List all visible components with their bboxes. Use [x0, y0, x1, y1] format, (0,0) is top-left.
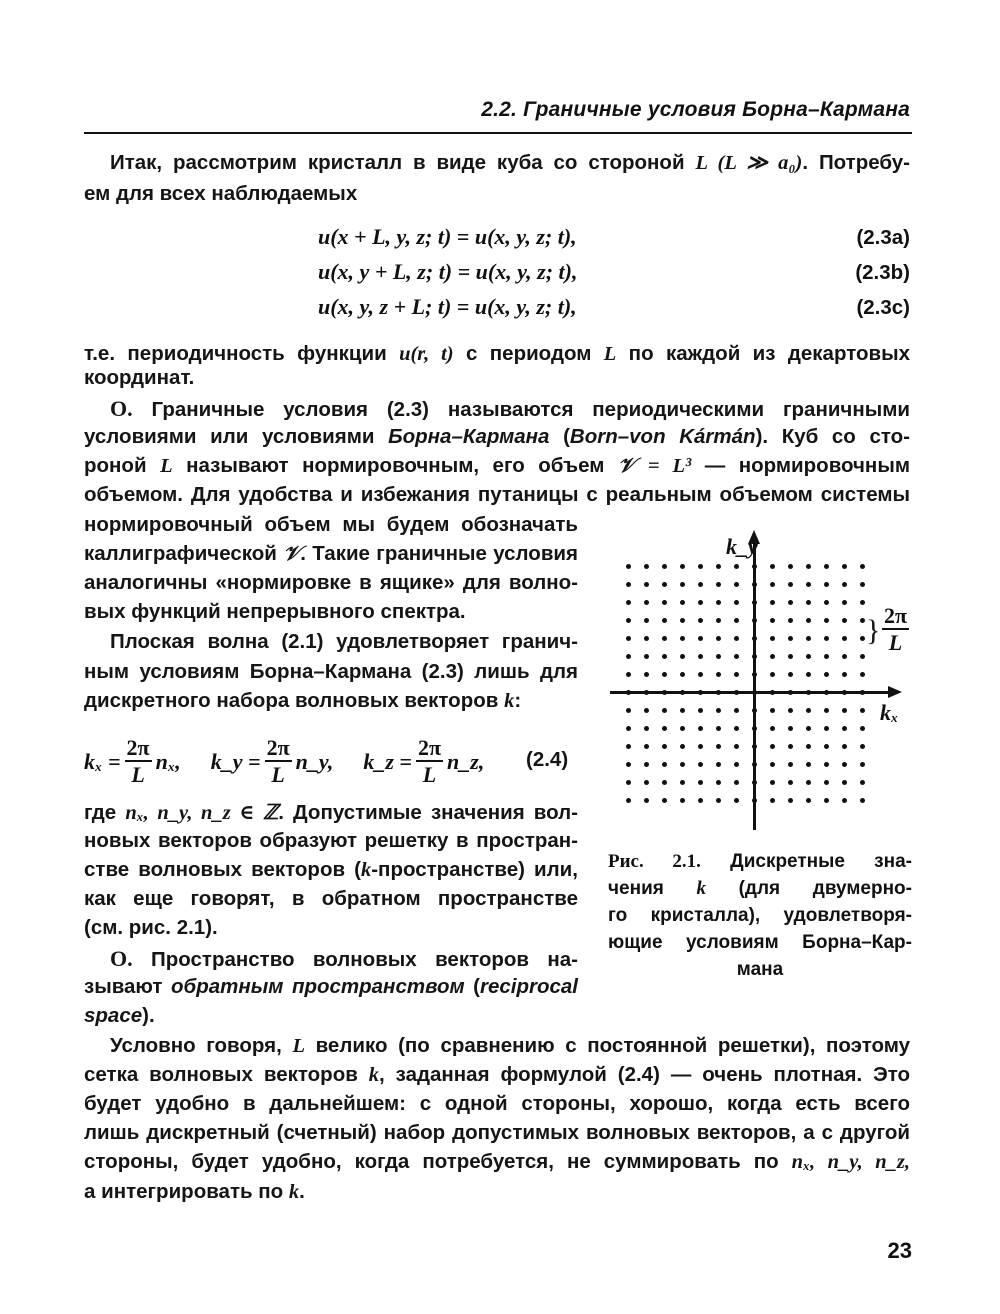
lattice-dot	[644, 564, 649, 569]
text: Граничные условия (2.3) называются периодическими граничными	[132, 398, 910, 421]
lattice-dot	[788, 744, 793, 749]
equation-2-3a: u(x + L, y, z; t) = u(x, y, z; t),	[318, 224, 577, 249]
lattice-dot	[698, 672, 703, 677]
lattice-dot	[698, 798, 703, 803]
text: велико (по сравнению с постоянной решетки), поэтому	[304, 1034, 911, 1057]
lattice-dot	[734, 744, 739, 749]
lattice-dot	[842, 564, 847, 569]
paragraph-1-line-2: ем для всех наблюдаемых	[84, 182, 358, 205]
lattice-dot	[626, 654, 631, 659]
paragraph-2-line-2: координат.	[84, 366, 195, 389]
brace-icon: }	[866, 614, 881, 647]
lattice-dot	[770, 618, 775, 623]
lattice-dot	[734, 780, 739, 785]
text: стве волновых векторов (	[84, 858, 361, 881]
lattice-dot	[806, 618, 811, 623]
lattice-dot	[644, 708, 649, 713]
lattice-dot	[662, 726, 667, 731]
text: ). Куб со сто-	[755, 425, 910, 448]
lattice-dot	[662, 636, 667, 641]
math-inline: nₓ, n_y, n_z ∈ ℤ	[125, 802, 279, 824]
text: дискретного набора волновых векторов	[84, 689, 505, 712]
definition-1-line-6	[84, 542, 578, 566]
lattice-dot	[698, 582, 703, 587]
lattice-dot	[644, 636, 649, 641]
lattice-dot	[806, 654, 811, 659]
lattice-dot	[806, 780, 811, 785]
text: — нормировочным	[691, 454, 910, 477]
lattice-dot	[824, 600, 829, 605]
lattice-dot	[716, 582, 721, 587]
lattice-dot	[806, 726, 811, 731]
paragraph-3-line-3	[84, 689, 521, 713]
equation-number-2-4: (2.4)	[526, 748, 569, 771]
lattice-dot	[662, 798, 667, 803]
lattice-dot	[824, 708, 829, 713]
lattice-dot	[788, 654, 793, 659]
caption-line-4: ющие условиям Борна–Кар-	[608, 932, 912, 953]
lattice-dot	[842, 672, 847, 677]
term-italic: Борна–Кармана	[388, 425, 550, 448]
lattice-dot	[824, 582, 829, 587]
lattice-dot	[806, 708, 811, 713]
lattice-dot	[644, 654, 649, 659]
lattice-dot	[842, 618, 847, 623]
fraction-2pi-over-L: $\frac{2\pi}{L}$	[126, 735, 150, 787]
text: Условно говоря,	[110, 1034, 293, 1057]
lattice-dot	[770, 654, 775, 659]
lattice-dot	[644, 762, 649, 767]
lattice-dot	[788, 636, 793, 641]
lattice-dot	[770, 762, 775, 767]
lattice-dot	[662, 600, 667, 605]
lattice-dot	[626, 672, 631, 677]
paragraph-3-line-2: ным условиям Борна–Кармана (2.3) лишь для	[84, 660, 578, 683]
lattice-dot	[770, 780, 775, 785]
text: .	[299, 1180, 305, 1203]
page-number: 23	[887, 1238, 912, 1263]
lattice-dot	[842, 726, 847, 731]
caption-line-1: Рис. 2.1. Дискретные зна-	[608, 851, 912, 872]
kx-axis	[610, 691, 890, 694]
definition-1-line-3	[84, 454, 910, 478]
lattice-dot	[824, 798, 829, 803]
lattice-dot	[716, 654, 721, 659]
text: Пространство волновых векторов на-	[132, 948, 578, 971]
lattice-dot	[716, 564, 721, 569]
lattice-dot	[842, 600, 847, 605]
eq-ky: k_y =	[210, 749, 261, 774]
eq-ny: n_y,	[295, 749, 334, 774]
lattice-dot	[716, 762, 721, 767]
lattice-dot	[662, 582, 667, 587]
definition-1-line-8: вых функций непрерывного спектра.	[84, 600, 466, 623]
paragraph-1-line-1	[110, 150, 910, 175]
lattice-dot	[824, 618, 829, 623]
lattice-dot	[644, 726, 649, 731]
lattice-dot	[824, 744, 829, 749]
lattice-dot	[680, 672, 685, 677]
lattice-dot	[788, 708, 793, 713]
caption-label: Рис. 2.1.	[608, 851, 701, 872]
lattice-dot	[626, 762, 631, 767]
definition-1-line-7: аналогичны «нормировке в ящике» для волно-	[84, 571, 578, 594]
paragraph-5-line-2	[84, 1063, 910, 1087]
text: стороны, будет удобно, когда потребуется, не суммировать по	[84, 1150, 792, 1173]
math-inline: L	[292, 1035, 305, 1057]
lattice-dot	[680, 726, 685, 731]
text: (	[549, 425, 570, 448]
equation-number-2-3b: (2.3b)	[855, 261, 910, 284]
lattice-dot	[644, 582, 649, 587]
lattice-dot	[824, 780, 829, 785]
math-vector-k: k	[368, 1064, 380, 1086]
lattice-dot	[842, 708, 847, 713]
lattice-dot	[698, 654, 703, 659]
lattice-dot	[734, 636, 739, 641]
lattice-dot	[806, 744, 811, 749]
paragraph-2-line-1	[84, 342, 910, 366]
lattice-dot	[860, 708, 865, 713]
lattice-dot	[662, 564, 667, 569]
lattice-dot	[788, 762, 793, 767]
text: (	[464, 975, 480, 998]
lattice-dot	[734, 654, 739, 659]
text: сетка волновых векторов	[84, 1063, 369, 1086]
math-inline: nₓ, n_y, n_z,	[791, 1151, 910, 1173]
lattice-dot	[662, 762, 667, 767]
lattice-dot	[860, 600, 865, 605]
definition-1-line-4: объемом. Для удобства и избежания путаницы с реальным объемом системы	[84, 483, 910, 506]
fraction-2pi-over-L: $\frac{2\pi}{L}$	[417, 735, 442, 787]
text: . Такие граничные условия	[300, 542, 578, 565]
lattice-dot	[716, 636, 721, 641]
lattice-dot	[788, 798, 793, 803]
lattice-dot	[770, 672, 775, 677]
lattice-dot	[824, 564, 829, 569]
equation-number-2-3a: (2.3a)	[856, 226, 910, 249]
lattice-dot	[788, 618, 793, 623]
lattice-dot	[626, 636, 631, 641]
lattice-dot	[680, 744, 685, 749]
paragraph-5-line-3: будет удобно в дальнейшем: с одной стороны, хорошо, когда есть всего	[84, 1092, 910, 1115]
lattice-dot	[644, 672, 649, 677]
lattice-dot	[716, 726, 721, 731]
lattice-dot	[626, 564, 631, 569]
lattice-dot	[626, 600, 631, 605]
lattice-dot	[806, 762, 811, 767]
lattice-dot	[734, 708, 739, 713]
lattice-dot	[734, 672, 739, 677]
lattice-dot	[860, 582, 865, 587]
caption-line-5: мана	[736, 959, 784, 980]
text: :	[514, 689, 522, 712]
lattice-dot	[860, 780, 865, 785]
eq-kx: kₓ =	[84, 749, 121, 774]
lattice-dot	[626, 708, 631, 713]
lattice-dot	[698, 564, 703, 569]
paragraph-4-line-4: как еще говорят, в обратном пространстве	[84, 887, 578, 910]
lattice-dot	[626, 798, 631, 803]
math-inline: 𝒱 = L³	[617, 455, 692, 477]
running-head: 2.2. Граничные условия Борна–Кармана	[481, 98, 910, 121]
lattice-dot	[716, 798, 721, 803]
lattice-dot	[680, 654, 685, 659]
kx-axis-arrow-icon	[888, 686, 902, 698]
text: , заданная формулой (2.4) — очень плотная. Это	[379, 1063, 910, 1086]
text: условиями или условиями	[84, 425, 389, 448]
text: зывают	[84, 975, 171, 998]
lattice-dot	[770, 798, 775, 803]
text: . Допустимые значения вол-	[278, 801, 578, 824]
lattice-dot	[734, 600, 739, 605]
caption-line-3: го кристалла), удовлетворя-	[608, 905, 912, 926]
paragraph-4-line-1	[84, 800, 578, 825]
lattice-dot	[770, 726, 775, 731]
lattice-dot	[860, 618, 865, 623]
definition-marker: О.	[110, 946, 133, 971]
eq-kz: k_z =	[363, 749, 412, 774]
text: Итак, рассмотрим кристалл в виде куба со стороной	[110, 151, 696, 174]
lattice-dot	[788, 726, 793, 731]
text: -пространстве) или,	[371, 858, 578, 881]
lattice-dot	[626, 780, 631, 785]
lattice-dot	[806, 672, 811, 677]
math-inline: L	[603, 343, 617, 365]
paragraph-3-line-1: Плоская волна (2.1) удовлетворяет гранич-	[110, 630, 578, 653]
text: а интегрировать по	[84, 1180, 289, 1203]
math-inline: L (L ≫ a₀)	[695, 152, 803, 174]
lattice-dot	[734, 582, 739, 587]
equation-2-4	[84, 732, 484, 792]
lattice-dot	[716, 618, 721, 623]
lattice-dot	[716, 744, 721, 749]
math-inline: 𝒱	[283, 543, 301, 565]
paragraph-5-line-6	[84, 1180, 305, 1204]
lattice-dot	[824, 672, 829, 677]
lattice-dot	[734, 618, 739, 623]
lattice-dot	[644, 780, 649, 785]
lattice-dot	[824, 636, 829, 641]
lattice-dot	[860, 744, 865, 749]
lattice-dot	[770, 744, 775, 749]
term-italic: обратным пространством	[171, 975, 465, 998]
lattice-dot	[860, 762, 865, 767]
paragraph-5-line-4: лишь дискретный (счетный) набор допустимых волновых векторов, а с другой	[84, 1121, 910, 1144]
lattice-dot	[662, 780, 667, 785]
lattice-dot	[806, 564, 811, 569]
lattice-dot	[680, 564, 685, 569]
lattice-dot	[806, 636, 811, 641]
lattice-dot	[680, 582, 685, 587]
lattice-dot	[860, 564, 865, 569]
lattice-dot	[680, 618, 685, 623]
lattice-dot	[680, 708, 685, 713]
lattice-dot	[860, 636, 865, 641]
lattice-dot	[698, 708, 703, 713]
definition-2-line-2	[84, 975, 578, 999]
text: по каждой из декартовых	[616, 342, 910, 365]
paragraph-4-line-3	[84, 858, 578, 882]
lattice-dot	[716, 708, 721, 713]
lattice-dot	[626, 726, 631, 731]
lattice-dot	[716, 780, 721, 785]
lattice-dot	[644, 618, 649, 623]
eq-nx: nₓ,	[155, 749, 181, 774]
header-rule	[84, 132, 912, 134]
lattice-dot	[770, 564, 775, 569]
text: т.е. периодичность функции	[84, 342, 400, 365]
lattice-dot	[770, 582, 775, 587]
lattice-dot	[698, 744, 703, 749]
lattice-dot	[806, 582, 811, 587]
lattice-dot	[680, 762, 685, 767]
lattice-dot	[680, 780, 685, 785]
figure-k-lattice	[600, 528, 920, 828]
lattice-dot	[662, 654, 667, 659]
lattice-dot	[734, 726, 739, 731]
lattice-dot	[860, 654, 865, 659]
lattice-dot	[860, 672, 865, 677]
definition-2-line-1	[110, 946, 578, 972]
lattice-dot	[842, 744, 847, 749]
definition-1-line-5: нормировочный объем мы будем обозначать	[84, 513, 578, 536]
lattice-dot	[860, 798, 865, 803]
term-italic: space	[84, 1004, 143, 1027]
lattice-dot	[770, 600, 775, 605]
fraction-2pi-over-L: $\frac{2\pi}{L}$	[266, 735, 290, 787]
kx-axis-label: kₓ	[880, 700, 899, 725]
equation-2-3c: u(x, y, z + L; t) = u(x, y, z; t),	[318, 294, 577, 319]
lattice-dot	[788, 582, 793, 587]
text: ).	[142, 1004, 155, 1027]
lattice-dot	[824, 654, 829, 659]
lattice-dot	[788, 672, 793, 677]
lattice-dot	[842, 654, 847, 659]
lattice-dot	[842, 636, 847, 641]
lattice-dot	[698, 762, 703, 767]
lattice-dot	[788, 600, 793, 605]
equation-number-2-3c: (2.3c)	[856, 296, 910, 319]
lattice-dot	[842, 798, 847, 803]
text: с периодом	[453, 342, 604, 365]
caption-line-2: чения k (для двумерно-	[608, 878, 912, 899]
figure-caption	[608, 848, 912, 983]
lattice-dot	[698, 618, 703, 623]
lattice-dot	[806, 798, 811, 803]
lattice-dot	[788, 780, 793, 785]
term-italic: Born–von Kármán	[569, 425, 756, 448]
text: каллиграфической	[84, 542, 284, 565]
lattice-dot	[662, 672, 667, 677]
lattice-dot	[734, 798, 739, 803]
lattice-dot	[680, 600, 685, 605]
lattice-dot	[698, 636, 703, 641]
lattice-dot	[680, 636, 685, 641]
text: . Потребу-	[802, 151, 910, 174]
spacing-label: $\frac{2\pi}{L}$	[884, 603, 908, 655]
lattice-dot	[842, 780, 847, 785]
lattice-dot	[842, 582, 847, 587]
lattice-dot	[734, 564, 739, 569]
lattice-dot	[626, 582, 631, 587]
lattice-dot	[770, 636, 775, 641]
lattice-dot	[698, 780, 703, 785]
lattice-dot	[860, 726, 865, 731]
equation-2-3b: u(x, y + L, z; t) = u(x, y, z; t),	[318, 259, 578, 284]
lattice-dot	[770, 708, 775, 713]
paragraph-5-line-1	[110, 1034, 910, 1058]
lattice-dot	[806, 600, 811, 605]
lattice-dot	[698, 600, 703, 605]
ky-axis-label: k_y	[726, 534, 758, 559]
text: называют нормировочным, его объем	[172, 454, 618, 477]
text: где	[84, 801, 126, 824]
definition-2-line-3	[84, 1004, 155, 1028]
definition-1-line-1	[110, 396, 910, 422]
lattice-dot	[644, 744, 649, 749]
paragraph-4-line-5: (см. рис. 2.1).	[84, 916, 218, 939]
math-vector-k: k	[360, 859, 372, 881]
paragraph-5-line-5	[84, 1150, 910, 1174]
lattice-dot	[716, 672, 721, 677]
lattice-dot	[662, 744, 667, 749]
eq-nz: n_z,	[447, 749, 485, 774]
lattice-dot	[788, 564, 793, 569]
lattice-dot	[716, 600, 721, 605]
text: роной	[84, 454, 161, 477]
lattice-dot	[824, 726, 829, 731]
lattice-dot	[644, 600, 649, 605]
ky-axis	[753, 540, 756, 830]
math-inline: u(r, t)	[399, 343, 454, 365]
paragraph-4-line-2: новых векторов образуют решетку в простран-	[84, 829, 578, 852]
definition-1-line-2	[84, 425, 910, 449]
lattice-dot	[680, 798, 685, 803]
lattice-dot	[824, 762, 829, 767]
lattice-dot	[842, 762, 847, 767]
lattice-dot	[626, 744, 631, 749]
lattice-dot	[662, 618, 667, 623]
math-vector-k: k	[504, 690, 515, 712]
lattice-dot	[734, 762, 739, 767]
math-inline: L	[160, 455, 173, 477]
lattice-dot	[662, 708, 667, 713]
definition-marker: О.	[110, 396, 133, 421]
lattice-dot	[644, 798, 649, 803]
lattice-dot	[626, 618, 631, 623]
term-italic: reciprocal	[480, 975, 578, 998]
math-vector-k: k	[288, 1181, 300, 1203]
lattice-dot	[698, 726, 703, 731]
